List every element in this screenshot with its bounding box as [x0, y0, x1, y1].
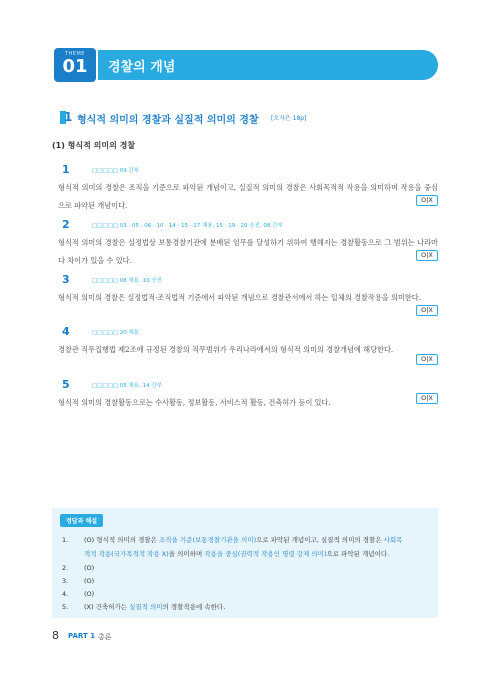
answer-highlight: 사회목 [383, 536, 403, 544]
answer-seg: 건축허가는 [95, 603, 130, 611]
ox-answer-box[interactable]: O|X [416, 250, 438, 261]
answer-highlight: 적적 작용(국가목적적 작용 X) [84, 550, 169, 558]
ox-answer-box[interactable]: O|X [416, 195, 438, 206]
answer-mark: (X) [84, 603, 94, 611]
answer-seg: 으로 파악된 개념이고, 실질적 의미의 경찰은 [256, 536, 384, 544]
page-number: 8 [52, 629, 59, 642]
question-meta: □□□□□ 03 · 05 · 06 · 10 · 14 · 15 · 17 채용, 15 · 19 · 20 승진, 08 간부 [92, 223, 283, 229]
answer-explanation-box [52, 508, 438, 618]
answer-text [84, 599, 225, 615]
answer-highlight: 작용을 중심(권력적 작용인 명령 강제 의미) [204, 550, 327, 558]
answer-mark: (O) [84, 590, 95, 598]
question-number: 3 [62, 273, 70, 286]
chapter-number-badge [52, 46, 98, 84]
question-text: 형식적 의미의 경찰은 조직을 기준으로 파악된 개념이고, 실질적 의미의 경찰은 사회목적적 작용을 의미하며 작용을 중심으로 파악된 개념이다. [58, 183, 438, 210]
ox-answer-box[interactable]: O|X [416, 393, 438, 404]
question-number: 2 [62, 218, 70, 231]
question-meta: □□□□□ 20 채용 [92, 330, 140, 336]
section-tag-number: 1 [64, 110, 73, 124]
question-number: 1 [62, 163, 70, 176]
answer-seg: 의 경찰작용에 속한다. [162, 603, 226, 611]
question-text: 형식적 의미의 경찰은 실정법상 보통경찰기관에 분배된 임무를 달성하기 위하여 행해지는 경찰활동으로 그 범위는 나라마다 차이가 있을 수 있다. [58, 238, 438, 265]
answer-number: 1. [62, 536, 69, 544]
chapter-number: 01 [62, 56, 88, 77]
answer-number: 4. [62, 590, 69, 598]
question-number: 5 [62, 378, 70, 391]
chapter-title: 경찰의 개념 [108, 60, 176, 75]
part-label: PART 1 [68, 632, 96, 640]
question-text: 형식적 의미의 경찰은 실정법적·조직법적 기준에서 파악된 개념으로 경찰관서에서 하는 일체의 경찰작용을 의미한다. [58, 293, 421, 302]
subsection-title: (1) 형식적 의미의 경찰 [52, 141, 136, 150]
question-text: 형식적 의미의 경찰활동으로는 수사활동, 정보활동, 서비스적 활동, 건축허가 등이 있다. [58, 398, 331, 407]
answer-continuation [84, 546, 389, 562]
question-number: 4 [62, 325, 70, 338]
answer-highlight: 조직을 기준(보통경찰기관을 의미) [159, 536, 257, 544]
answer-number: 5. [62, 603, 69, 611]
answer-header: 정답과 해설 [60, 514, 103, 527]
ox-answer-box[interactable]: O|X [416, 305, 438, 316]
question-meta: □□□□□ 08 채용, 10 승진 [92, 278, 162, 284]
answer-seg: 을 의미하며 [168, 550, 205, 558]
answer-seg: 형식적 의미의 경찰은 [96, 536, 159, 544]
question-meta: □□□□□ 05 채용, 14 간부 [92, 383, 162, 389]
chapter-banner [52, 50, 438, 80]
part-title: 총론 [98, 633, 112, 641]
section-reference: [오자은 18p] [271, 115, 307, 122]
ox-answer-box[interactable]: O|X [416, 354, 438, 365]
answer-mark: (O) [84, 564, 95, 572]
section-title: 형식적 의미의 경찰과 실질적 의미의 경찰 [77, 115, 259, 126]
answer-seg: 으로 파악된 개념이다. [326, 550, 390, 558]
answer-mark: (O) [84, 577, 95, 585]
answer-number: 3. [62, 577, 69, 585]
question-meta: □□□□□ 09 간부 [92, 168, 140, 174]
answer-mark: (O) [84, 536, 95, 544]
answer-number: 2. [62, 564, 69, 572]
answer-highlight: 실질적 의미 [129, 603, 163, 611]
chapter-theme-label: THEME [65, 51, 85, 57]
question-text: 경찰관 직무집행법 제2조에 규정된 경찰의 직무범위가 우리나라에서의 형식적 의미의 경찰개념에 해당한다. [58, 345, 394, 354]
